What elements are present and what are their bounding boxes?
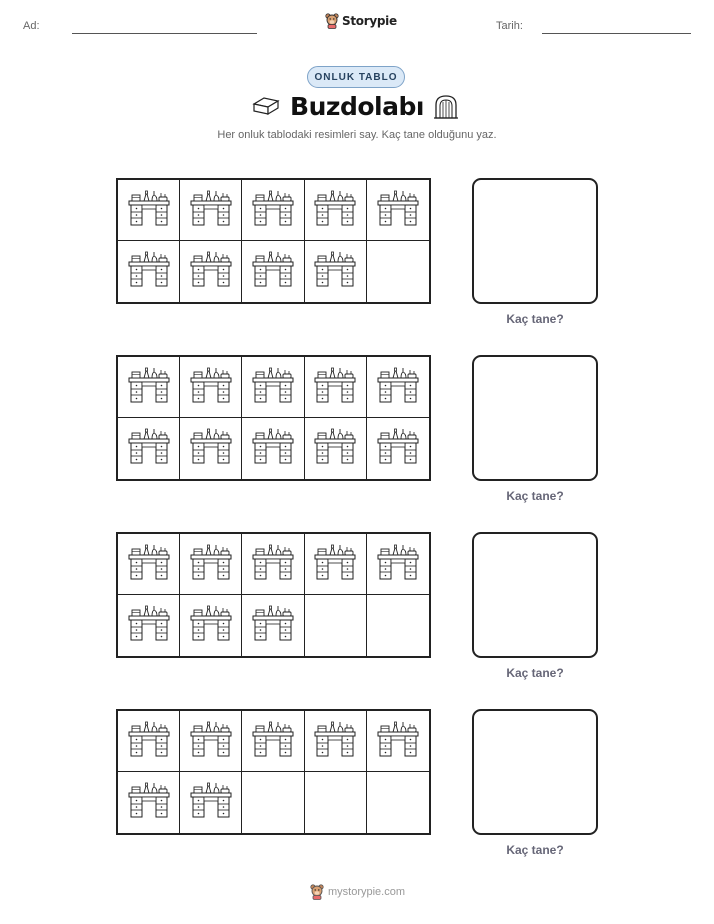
ten-frame-cell [118,772,180,833]
footer-url: mystorypie.com [328,886,406,898]
ten-frame-cell [367,357,429,418]
ten-frame-cell [180,357,242,418]
count-prompt-3: Kaç tane? [506,666,564,680]
answer-box-1[interactable] [472,178,598,304]
count-prompt-1: Kaç tane? [506,312,564,326]
name-label: Ad: [23,20,40,32]
ten-frame-cell [305,357,367,418]
ten-frame-cell [305,711,367,772]
desk-icon [125,719,173,764]
ten-frame-cell [367,534,429,595]
desk-icon [187,426,235,471]
desk-icon [187,780,235,825]
date-label: Tarih: [496,20,523,32]
desk-icon [249,542,297,587]
ten-frame-cell [305,180,367,241]
desk-icon [249,249,297,294]
ten-frame-cell [305,534,367,595]
ten-frame-cell [118,241,180,302]
ten-frame-cell [367,180,429,241]
ten-frame-cell [180,595,242,656]
ten-frame-cell [305,595,367,656]
answer-box-2[interactable] [472,355,598,481]
desk-icon [311,542,359,587]
ten-frame-cell [242,595,304,656]
brand-name: Storypie [342,14,397,28]
ten-frame-1 [116,178,431,304]
desk-icon [125,542,173,587]
ten-frame-cell [242,180,304,241]
ten-frame-2 [116,355,431,481]
ten-frame-cell [118,595,180,656]
page-title: Buzdolabı [290,92,424,121]
ten-frame-cell [180,241,242,302]
desk-icon [374,719,422,764]
ten-frame-cell [118,357,180,418]
ten-frame-4 [116,709,431,835]
ten-frame-cell [242,534,304,595]
brand-logo [325,13,397,29]
ten-frame-cell [242,772,304,833]
desk-icon [374,365,422,410]
ten-frame-cell [180,418,242,479]
footer [310,884,405,900]
desk-icon [125,188,173,233]
ten-frame-cell [242,241,304,302]
desk-icon [311,426,359,471]
ten-frame-cell [118,418,180,479]
desk-icon [187,719,235,764]
ten-frame-cell [118,711,180,772]
desk-icon [311,188,359,233]
ornate-window-icon [432,94,460,120]
ten-frame-cell [305,418,367,479]
desk-icon [249,426,297,471]
ten-frame-cell [305,241,367,302]
ten-frame-cell [180,772,242,833]
desk-icon [249,365,297,410]
desk-icon [125,249,173,294]
desk-icon [249,719,297,764]
desk-icon [187,542,235,587]
ten-frame-cell [367,595,429,656]
desk-icon [125,365,173,410]
bear-mascot-icon [325,13,339,29]
count-prompt-2: Kaç tane? [506,489,564,503]
ten-frame-cell [180,711,242,772]
desk-icon [187,365,235,410]
ten-frame-cell [367,418,429,479]
ten-frame-cell [305,772,367,833]
desk-icon [374,542,422,587]
answer-box-3[interactable] [472,532,598,658]
ten-frame-cell [118,180,180,241]
desk-icon [374,188,422,233]
ten-frame-cell [242,418,304,479]
ten-frame-cell [242,357,304,418]
desk-icon [311,365,359,410]
ten-frame-cell [367,772,429,833]
desk-icon [125,603,173,648]
count-prompt-4: Kaç tane? [506,843,564,857]
desk-icon [374,426,422,471]
desk-icon [125,426,173,471]
ten-frame-cell [180,534,242,595]
ten-frame-cell [242,711,304,772]
desk-icon [249,188,297,233]
desk-icon [249,603,297,648]
ten-frame-3 [116,532,431,658]
date-line[interactable] [542,33,691,34]
answer-box-4[interactable] [472,709,598,835]
instructions: Her onluk tablodaki resimleri say. Kaç tane olduğunu yaz. [217,129,497,141]
ten-frame-cell [118,534,180,595]
desk-icon [187,603,235,648]
ten-frame-cell [367,241,429,302]
desk-icon [187,249,235,294]
bear-mascot-icon [310,884,324,900]
desk-icon [311,719,359,764]
desk-icon [311,249,359,294]
desk-icon [187,188,235,233]
name-line[interactable] [72,33,257,34]
desk-icon [125,780,173,825]
ten-frame-cell [367,711,429,772]
ten-frame-cell [180,180,242,241]
section-badge: ONLUK TABLO [307,66,405,88]
